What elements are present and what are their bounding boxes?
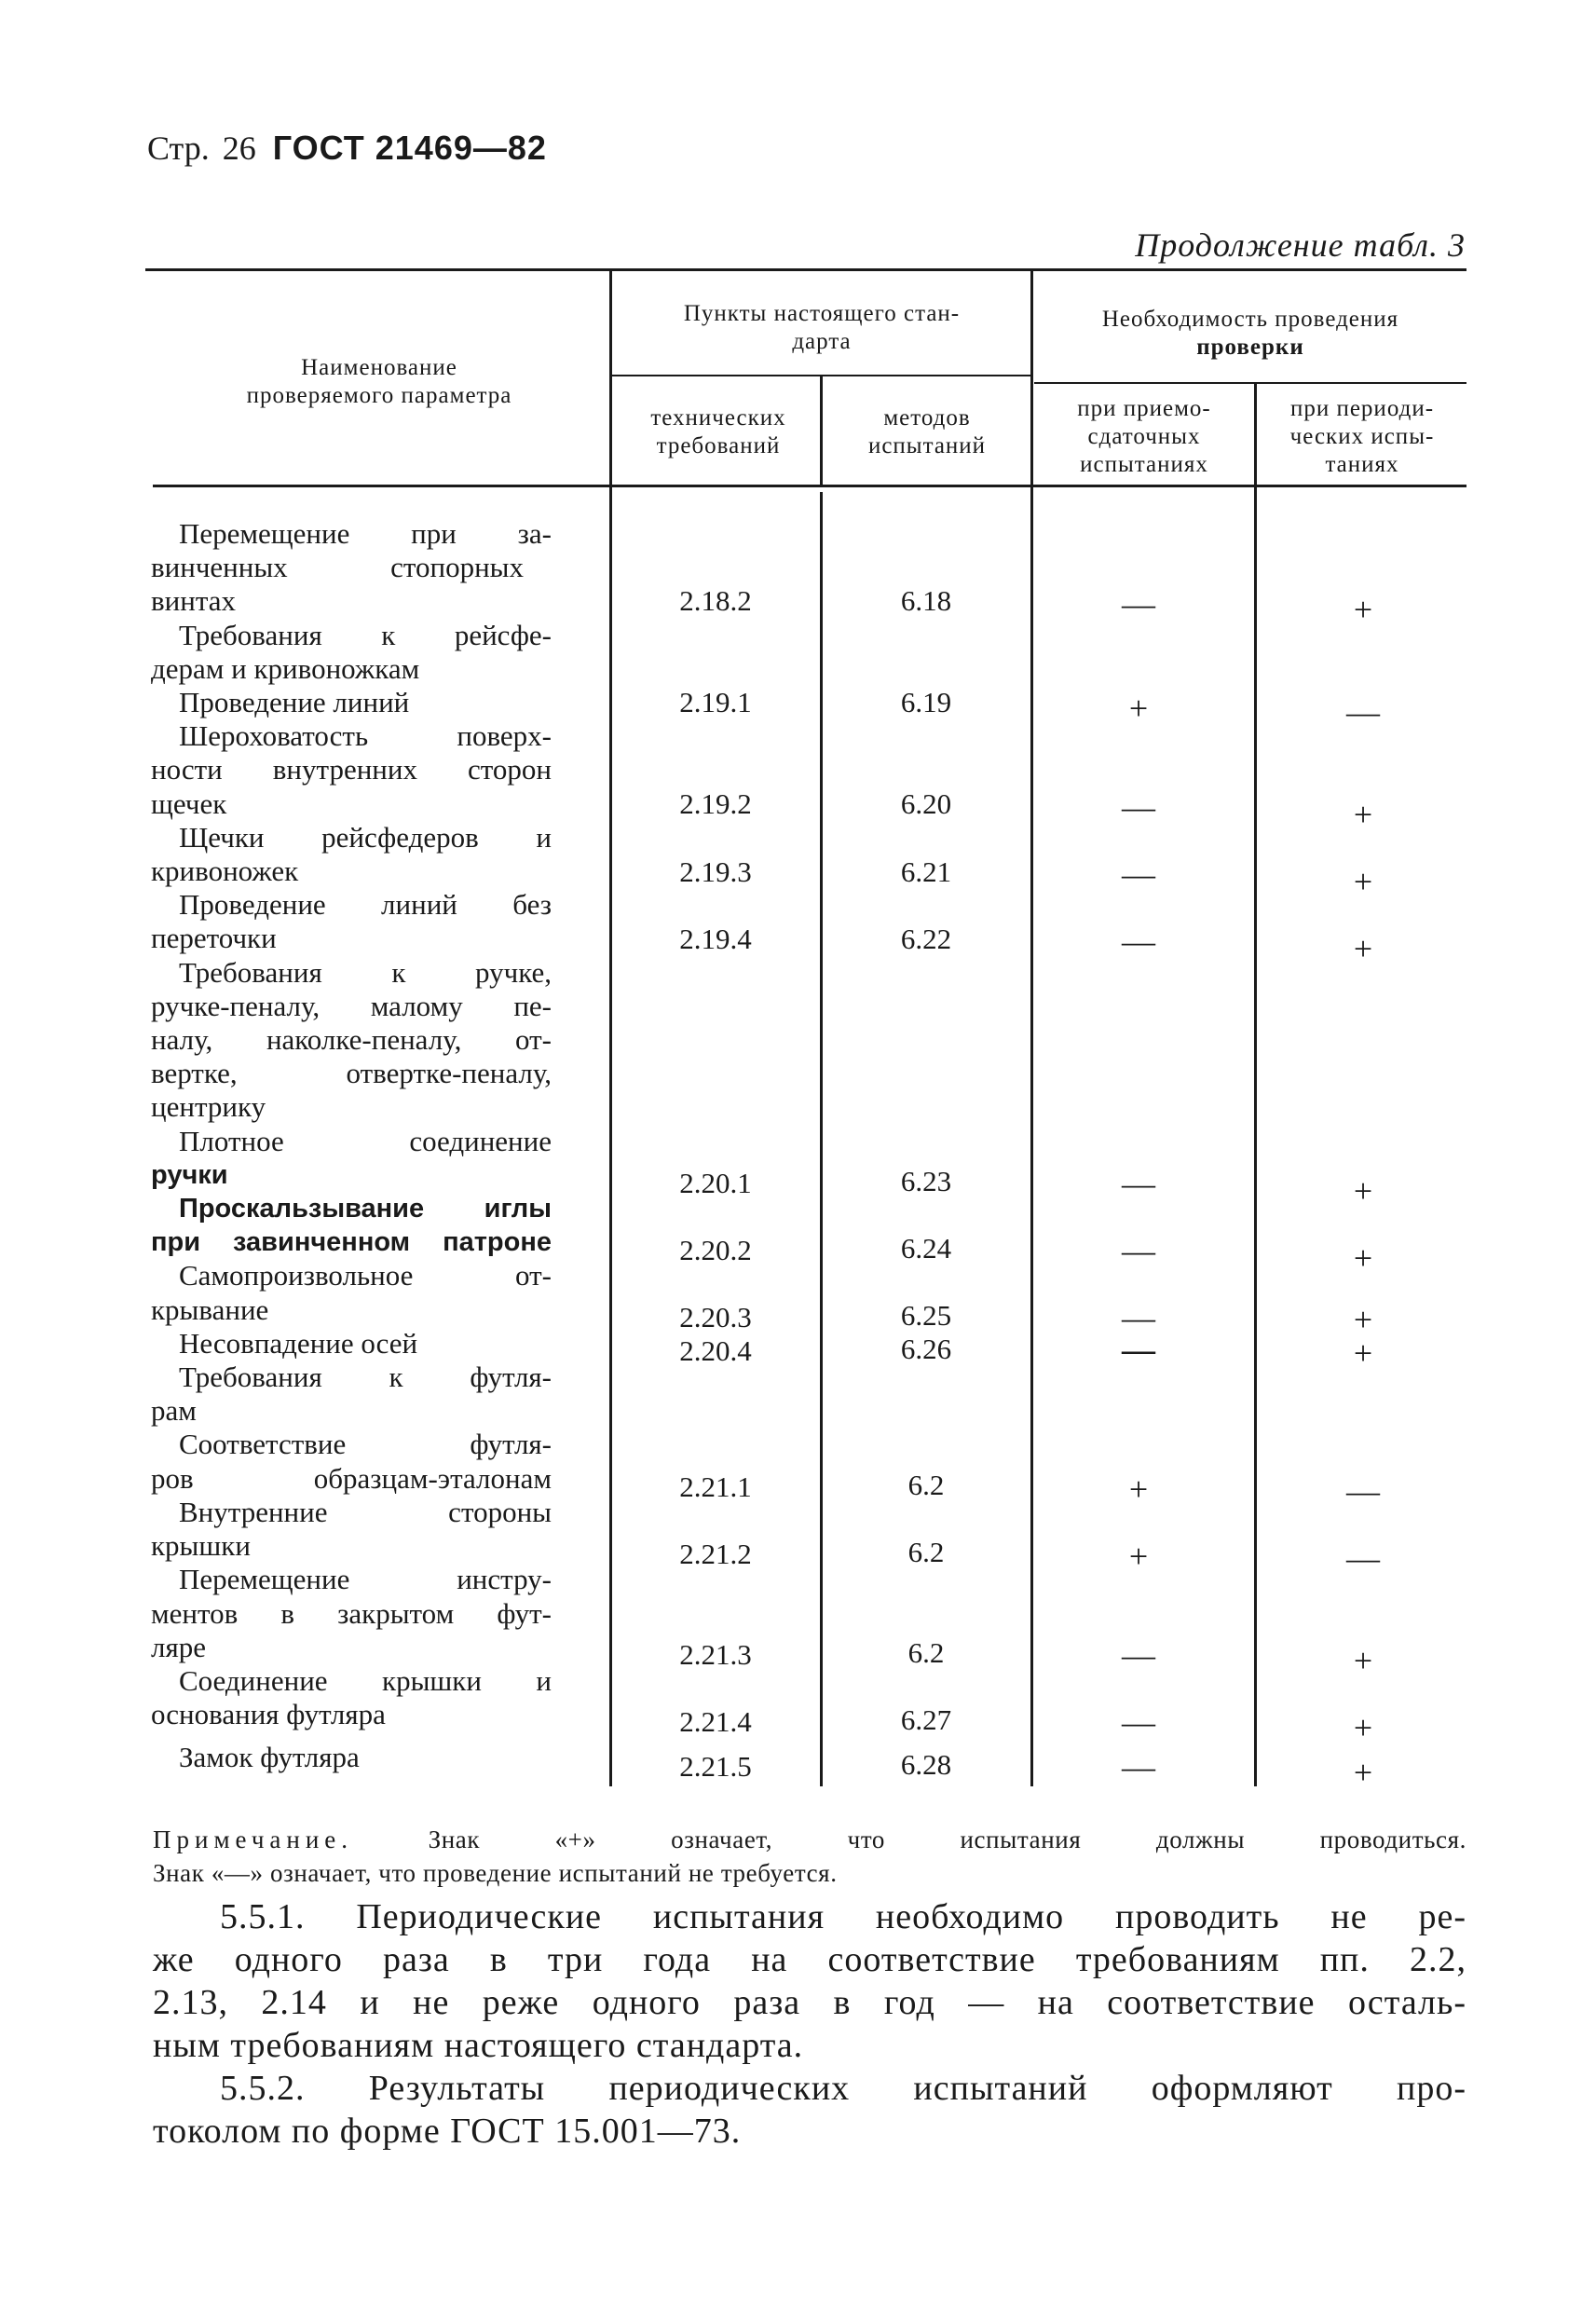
name-line: при завинченном патроне — [151, 1227, 552, 1258]
subheader-rule-necessity — [1034, 382, 1466, 384]
cell-tech-requirement: 2.19.1 — [679, 686, 752, 718]
paragraph-5-5-2 — [153, 2067, 1466, 2153]
header-necessity: Необходимость проведения проверки — [1101, 307, 1399, 360]
cell-test-method: 6.21 — [900, 855, 952, 888]
name-line: Требования к рейсфе- — [179, 618, 552, 651]
cell-periodic: — — [1346, 1539, 1380, 1577]
cell-tech-requirement: 2.20.4 — [679, 1334, 752, 1367]
cell-acceptance: — — [1122, 855, 1155, 893]
page-number: 26 — [222, 130, 256, 167]
name-line: Внутренние стороны — [179, 1495, 552, 1528]
cell-tech-requirement: 2.21.3 — [679, 1638, 752, 1671]
name-line: ментов в закрытом фут- — [151, 1596, 552, 1630]
cell-periodic: + — [1353, 591, 1373, 628]
paragraph-line: 5.5.2. Результаты периодических испытаний оформляют про- — [220, 2069, 1466, 2108]
cell-test-method: 6.23 — [900, 1165, 952, 1197]
cell-periodic: — — [1346, 1472, 1380, 1510]
cell-tech-requirement: 2.18.2 — [679, 584, 752, 617]
name-line: Проскальзывание иглы — [179, 1194, 552, 1224]
note-line-1: Знак «+» означает, что испытания должны проводиться. — [428, 1826, 1466, 1853]
name-line: щечек — [151, 786, 227, 820]
table-continuation-label: Продолжение табл. 3 — [1135, 226, 1466, 264]
cell-acceptance: + — [1128, 1470, 1149, 1508]
header-acceptance: при приемо- сдаточных испытаниях — [1077, 396, 1211, 477]
cell-tech-requirement: 2.20.1 — [679, 1167, 752, 1199]
cell-periodic: + — [1353, 863, 1373, 900]
page-header — [147, 129, 547, 168]
cell-tech-requirement: 2.19.4 — [679, 923, 752, 955]
cell-acceptance: — — [1122, 1636, 1155, 1674]
cell-acceptance: + — [1128, 1538, 1149, 1575]
cell-acceptance: — — [1122, 1748, 1155, 1785]
name-line: Самопроизвольное от- — [179, 1259, 552, 1292]
name-line: переточки — [151, 922, 277, 955]
name-line: винченных стопорных — [151, 551, 524, 584]
name-line: вертке, отвертке-пеналу, — [151, 1057, 552, 1090]
paragraph-line: же одного раза в три года на соответствие требованиям пп. 2.2, — [153, 1940, 1466, 1979]
cell-test-method: 6.24 — [900, 1232, 952, 1265]
cell-periodic: + — [1353, 1754, 1373, 1791]
cell-periodic: — — [1346, 693, 1380, 731]
paragraph-line: ным требованиям настоящего стандарта. — [153, 2026, 804, 2065]
note-line-2: Знак «—» означает, что проведение испытаний не требуется. — [153, 1859, 838, 1887]
cell-periodic: + — [1353, 1172, 1373, 1210]
cell-test-method: 6.2 — [907, 1536, 945, 1568]
table-note — [153, 1823, 1466, 1890]
name-line: Перемещение инстру- — [179, 1563, 552, 1596]
cell-periodic: + — [1353, 1642, 1373, 1679]
standard-number: ГОСТ 21469—82 — [272, 129, 547, 167]
cell-tech-requirement: 2.21.4 — [679, 1705, 752, 1738]
cell-tech-requirement: 2.20.2 — [679, 1234, 752, 1266]
name-line: Замок футляра — [179, 1741, 360, 1774]
name-line: крывание — [151, 1292, 269, 1326]
cell-acceptance: — — [1122, 1232, 1155, 1269]
cell-periodic: + — [1353, 796, 1373, 833]
name-line: ляре — [151, 1630, 206, 1663]
name-line: рам — [151, 1394, 197, 1428]
name-line: дерам и кривоножкам — [151, 651, 420, 685]
cell-test-method: 6.2 — [907, 1469, 945, 1501]
page-prefix: Стр. — [147, 130, 210, 167]
name-line: основания футляра — [151, 1698, 386, 1731]
name-line: центрику — [151, 1090, 266, 1124]
paragraph-line: 2.13, 2.14 и не реже одного раза в год — на соответствие осталь- — [153, 1983, 1466, 2022]
header-bottom-rule — [153, 485, 1466, 487]
name-line: ручке-пеналу, малому пе- — [151, 989, 552, 1022]
name-line: Перемещение при за- — [179, 517, 552, 550]
name-line: ручки — [151, 1159, 228, 1190]
name-line: крышки — [151, 1529, 251, 1563]
column-rule-2b — [820, 492, 823, 1786]
cell-periodic: + — [1353, 930, 1373, 967]
cell-test-method: 6.28 — [900, 1748, 952, 1781]
cell-tech-requirement: 2.21.1 — [679, 1470, 752, 1503]
header-tech-requirements: технических требований — [650, 405, 786, 458]
cell-test-method: 6.27 — [900, 1703, 952, 1736]
cell-acceptance: — — [1122, 1299, 1155, 1336]
name-line: Проведение линий — [179, 686, 410, 719]
cell-tech-requirement: 2.20.3 — [679, 1301, 752, 1333]
name-line: Соответствие футля- — [179, 1428, 552, 1461]
cell-acceptance: — — [1122, 1331, 1155, 1368]
cell-tech-requirement: 2.19.3 — [679, 855, 752, 888]
cell-periodic: + — [1353, 1239, 1373, 1277]
cell-acceptance: — — [1122, 923, 1155, 960]
cell-periodic: + — [1353, 1301, 1373, 1338]
name-line: ности внутренних сторон — [151, 753, 552, 786]
cell-tech-requirement: 2.21.5 — [679, 1750, 752, 1783]
cell-test-method: 6.19 — [900, 686, 952, 718]
cell-periodic: + — [1353, 1334, 1373, 1372]
cell-acceptance: — — [1122, 788, 1155, 826]
header-parameter: Наименование проверяемого параметра — [246, 355, 512, 408]
column-rule-2 — [820, 376, 823, 485]
cell-acceptance: — — [1122, 1165, 1155, 1202]
name-line: налу, наколке-пеналу, от- — [151, 1023, 552, 1057]
table-top-rule — [145, 268, 1466, 271]
name-line: ров образцам-эталонам — [151, 1461, 552, 1495]
name-line: Щечки рейсфедеров и — [179, 820, 552, 854]
cell-periodic: + — [1353, 1709, 1373, 1746]
name-line: Несовпадение осей — [179, 1326, 418, 1360]
cell-test-method: 6.22 — [900, 923, 952, 955]
cell-test-method: 6.18 — [900, 584, 952, 617]
name-line: Шероховатость поверх- — [179, 719, 552, 753]
paragraph-5-5-1 — [153, 1895, 1466, 2067]
cell-acceptance: — — [1122, 585, 1155, 622]
name-line: Плотное соединение — [179, 1124, 552, 1157]
cell-acceptance: + — [1128, 690, 1149, 727]
name-line: Требования к ручке, — [179, 955, 552, 989]
cell-tech-requirement: 2.19.2 — [679, 787, 752, 820]
cell-test-method: 6.25 — [900, 1299, 952, 1332]
paragraph-line: 5.5.1. Периодические испытания необходимо проводить не ре- — [220, 1897, 1466, 1936]
name-line: кривоножек — [151, 855, 299, 888]
paragraph-line: токолом по форме ГОСТ 15.001—73. — [153, 2112, 742, 2151]
name-line: Соединение крышки и — [179, 1663, 552, 1697]
name-line: Требования к футля- — [179, 1361, 552, 1394]
header-periodic: при периоди- ческих испы- таниях — [1289, 396, 1435, 477]
cell-tech-requirement: 2.21.2 — [679, 1538, 752, 1570]
column-rule-1 — [609, 270, 612, 1786]
note-label: Примечание. — [153, 1826, 354, 1853]
name-line: Проведение линий без — [179, 888, 552, 922]
cell-test-method: 6.2 — [907, 1636, 945, 1669]
cell-test-method: 6.26 — [900, 1333, 952, 1365]
parameter-names — [151, 517, 552, 1775]
cell-test-method: 6.20 — [900, 787, 952, 820]
cell-acceptance: — — [1122, 1703, 1155, 1741]
header-test-methods: методов испытаний — [867, 405, 987, 458]
name-line: винтах — [151, 584, 237, 618]
header-clauses: Пункты настоящего стан- дарта — [683, 301, 961, 354]
